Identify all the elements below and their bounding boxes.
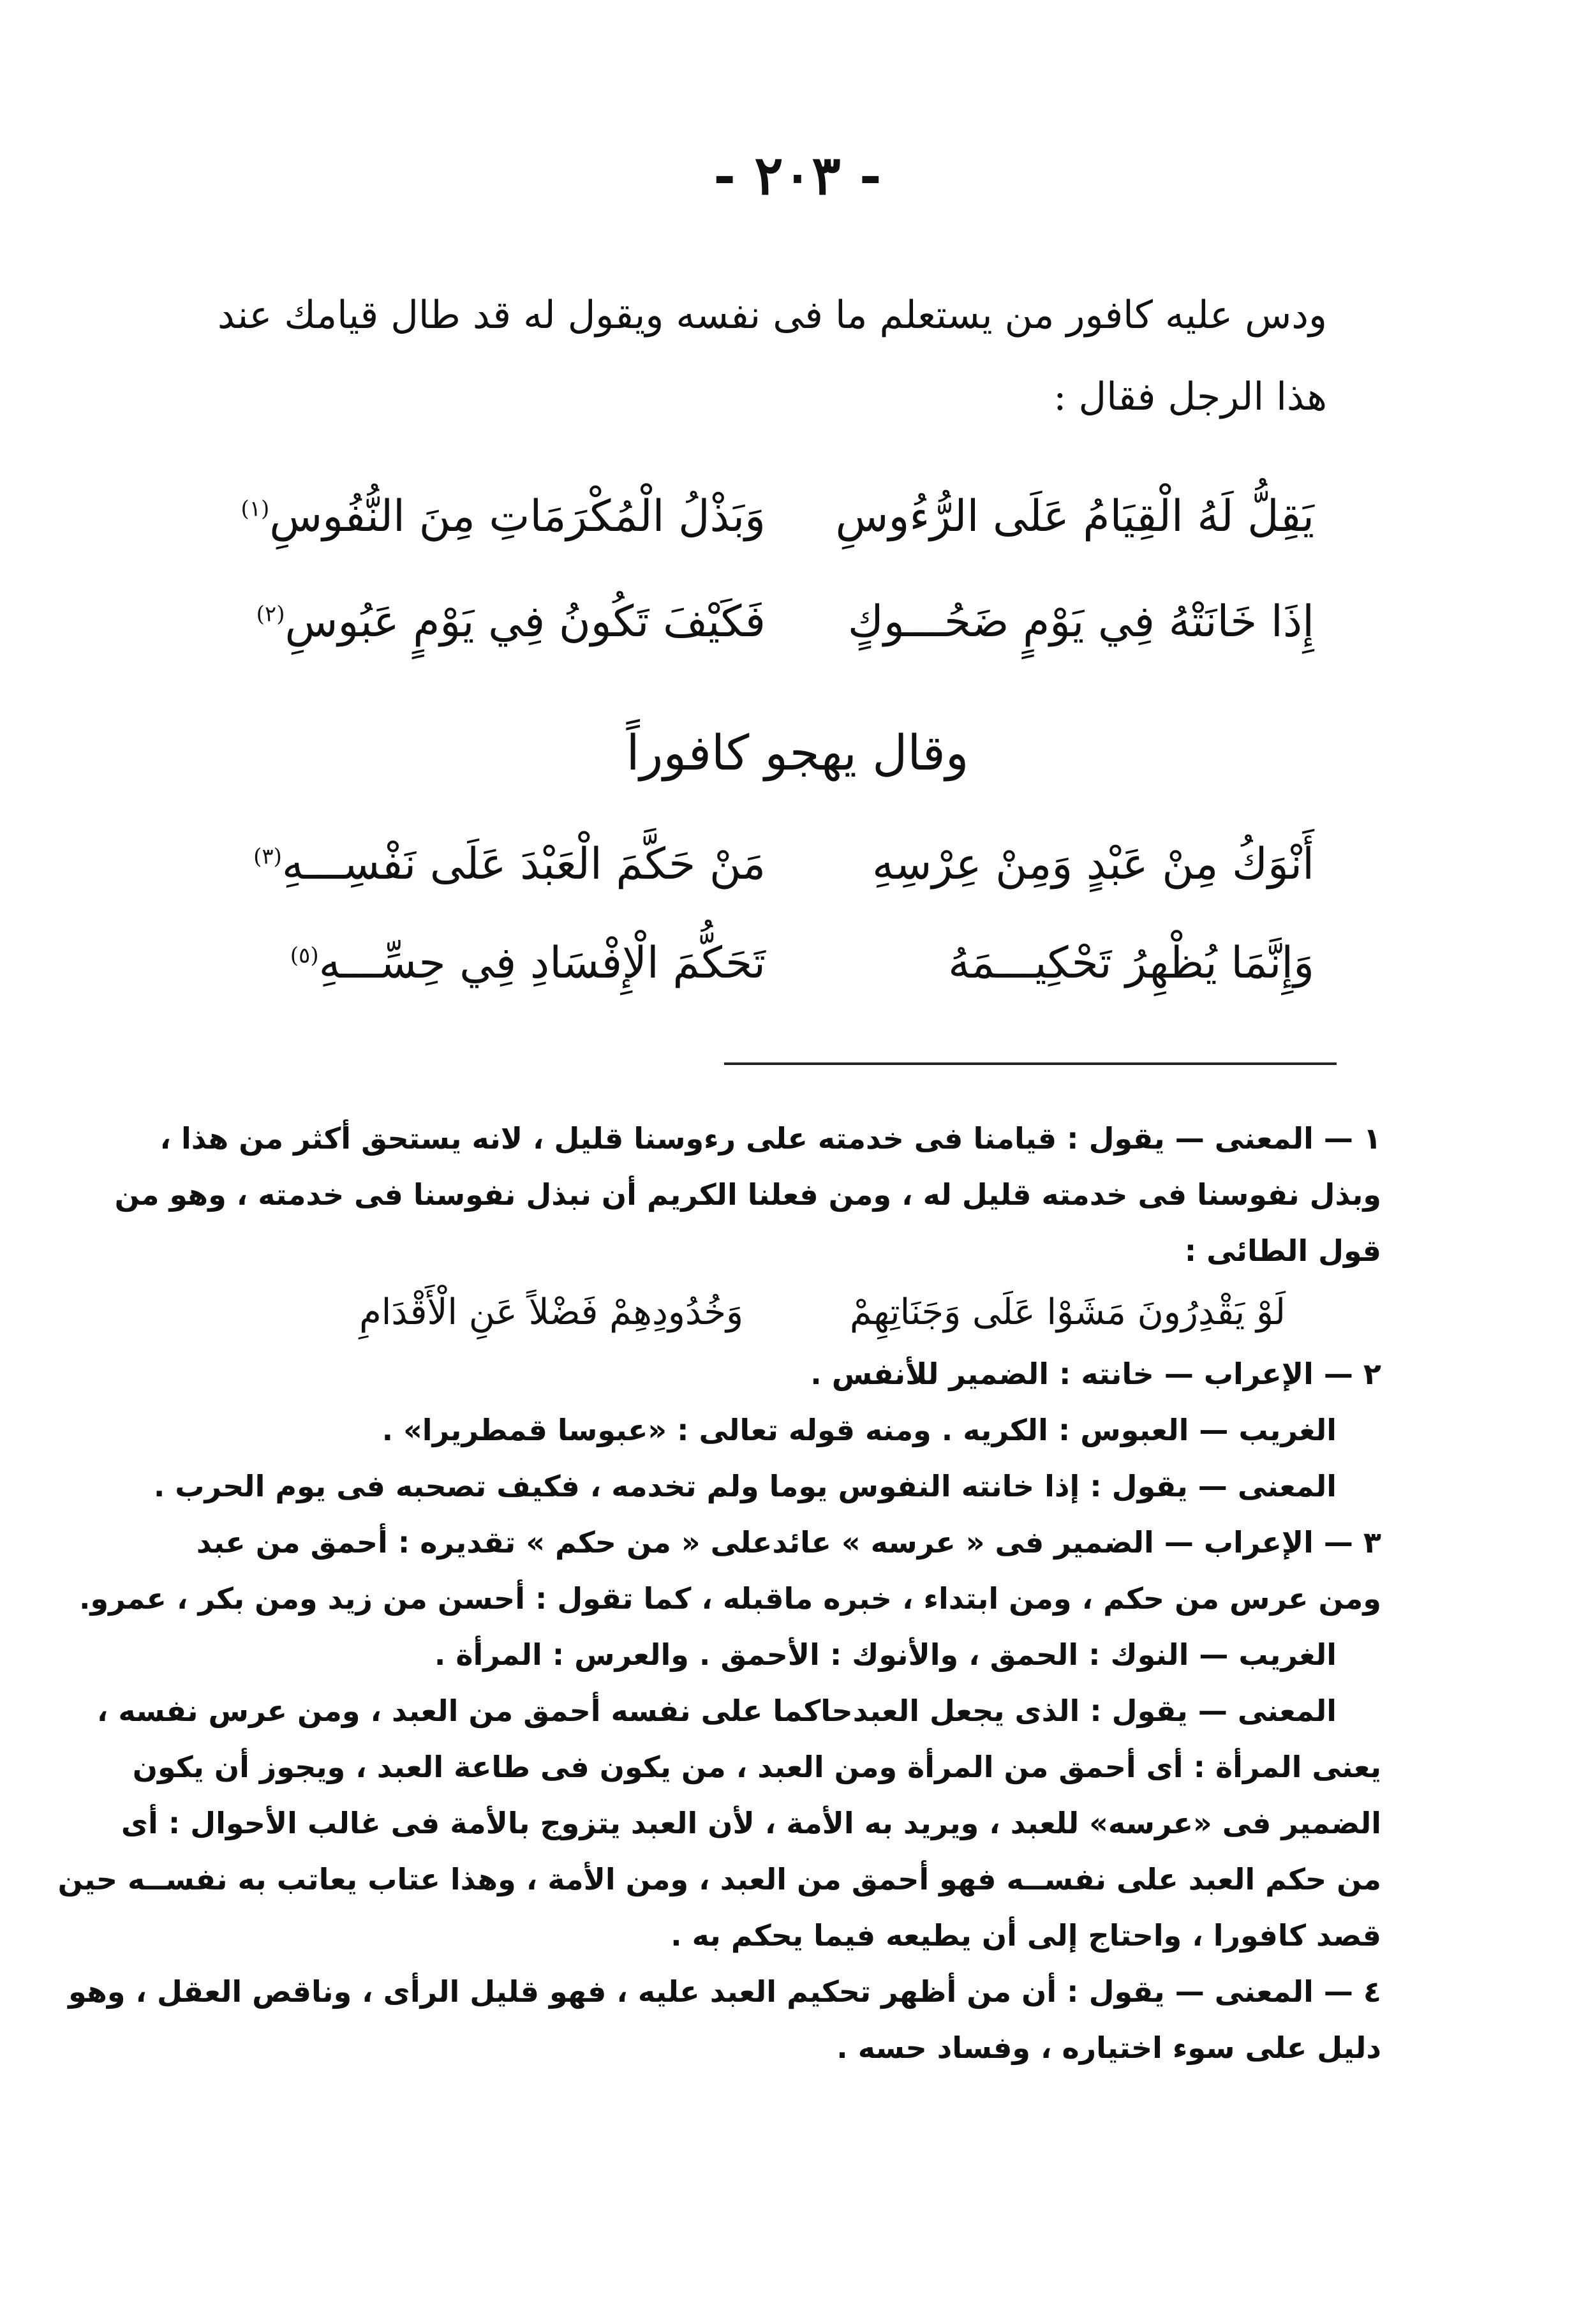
footnote-line: قصد كافورا ، واحتاج إلى أن يطيعه فيما يحكم به . [671, 1918, 1381, 1953]
footnote-marker: (٣) [253, 844, 282, 870]
footnote-line: دليل على سوء اختياره ، وفساد حسه . [836, 2030, 1381, 2065]
hemistich-text: وَبَذْلُ الْمُكْرَمَاتِ مِنَ النُّفُوسِ [269, 491, 766, 542]
footnote-divider [724, 1062, 1337, 1065]
poem-verse [268, 938, 1314, 1021]
verse-second-hemistich [290, 938, 766, 988]
footnote-line: الغريب — العبوس : الكريه . ومنه قوله تعالى : «عبوسا قمطريرا» . [382, 1413, 1337, 1447]
section-heading: وقال يهجو كافوراً [626, 724, 969, 781]
intro-line: هذا الرجل فقال : [1053, 375, 1327, 419]
footnote-line: قول الطائى : [1184, 1233, 1381, 1268]
footnote-line: ٣ — الإعراب — الضمير فى « عرسه » عائدعلى « من حكم » تقديره : أحمق من عبد [196, 1525, 1381, 1560]
footnote-line: ومن عرس من حكم ، ومن ابتداء ، خبره ماقبله ، كما تقول : أحسن من زيد ومن بكر ، عمرو. [79, 1581, 1381, 1616]
footnote-line: المعنى — يقول : إذا خانته النفوس يوما ولم تخدمه ، فكيف تصحبه فى يوم الحرب . [153, 1469, 1337, 1503]
footnote-line: المعنى — يقول : الذى يجعل العبدحاكما على نفسه أحمق من العبد ، ومن عرس نفسه ، [96, 1694, 1337, 1728]
footnote-line: يعنى المرأة : أى أحمق من المرأة ومن العبد ، من يكون فى طاعة العبد ، ويجوز أن يكون [132, 1750, 1381, 1784]
footnote-marker: (٢) [256, 601, 285, 627]
footnote-line: الضمير فى «عرسه» للعبد ، ويريد به الأمة ، لأن العبد يتزوج بالأمة فى غالب الأحوال : أى [121, 1806, 1381, 1840]
hemistich-text: تَحَكُّمَ الْإِفْسَادِ فِي حِسِّـــهِ [318, 938, 766, 988]
footnote-line: ٤ — المعنى — يقول : أن من أظهر تحكيم العبد عليه ، فهو قليل الرأى ، وناقص العقل ، وهو [68, 1974, 1381, 2009]
quoted-verse-first-hemistich: لَوْ يَقْدِرُونَ مَشَوْا عَلَى وَجَنَاتِهِمْ [849, 1292, 1286, 1333]
intro-paragraph [217, 274, 1327, 438]
footnote-marker: (٥) [290, 942, 319, 969]
verse-first-hemistich: إِذَا خَانَتْهُ فِي يَوْمٍ ضَحُـــوكٍ [847, 597, 1314, 647]
footnote-line: من حكم العبد على نفســه فهو أحمق من العبد ، ومن الأمة ، وهذا عتاب يعاتب به نفســه حين [57, 1862, 1381, 1896]
hemistich-text: مَنْ حَكَّمَ الْعَبْدَ عَلَى نَفْسِـــهِ [281, 839, 766, 890]
page-number: - ٢٠٣ - [713, 144, 882, 207]
poem-verse [256, 597, 1314, 680]
poem-verse [253, 839, 1314, 922]
quoted-verse-second-hemistich: وَخُدُودِهِمْ فَضْلاً عَنِ الْأَقْدَامِ [359, 1292, 743, 1333]
footnote-marker: (١) [241, 496, 270, 522]
hemistich-text: فَكَيْفَ تَكُونُ فِي يَوْمٍ عَبُوسِ [285, 597, 766, 647]
intro-line: ودس عليه كافور من يستعلم ما فى نفسه ويقول له قد طال قيامك عند [217, 293, 1327, 338]
poem-verse [241, 491, 1314, 574]
footnote-line: وبذل نفوسنا فى خدمته قليل له ، ومن فعلنا الكريم أن نبذل نفوسنا فى خدمته ، وهو من [114, 1177, 1381, 1212]
verse-second-hemistich [256, 597, 766, 647]
footnote-line: ٢ — الإعراب — خانته : الضمير للأنفس . [810, 1357, 1381, 1391]
quoted-verse [182, 1279, 1381, 1346]
verse-first-hemistich: يَقِلُّ لَهُ الْقِيَامُ عَلَى الرُّءُوسِ [835, 491, 1314, 542]
footnote-line: ١ — المعنى — يقول : قيامنا فى خدمته على رءوسنا قليل ، لانه يستحق أكثر من هذا ، [160, 1121, 1381, 1156]
footnotes [57, 1110, 1381, 2076]
footnote-line: الغريب — النوك : الحمق ، والأنوك : الأحمق . والعرس : المرأة . [434, 1637, 1337, 1672]
verse-second-hemistich [253, 839, 766, 890]
verse-second-hemistich [241, 491, 766, 542]
verse-first-hemistich: أَنْوَكُ مِنْ عَبْدٍ وَمِنْ عِرْسِهِ [872, 839, 1314, 890]
verse-first-hemistich: وَإِنَّمَا يُظْهِرُ تَحْكِيـــمَهُ [948, 938, 1314, 988]
